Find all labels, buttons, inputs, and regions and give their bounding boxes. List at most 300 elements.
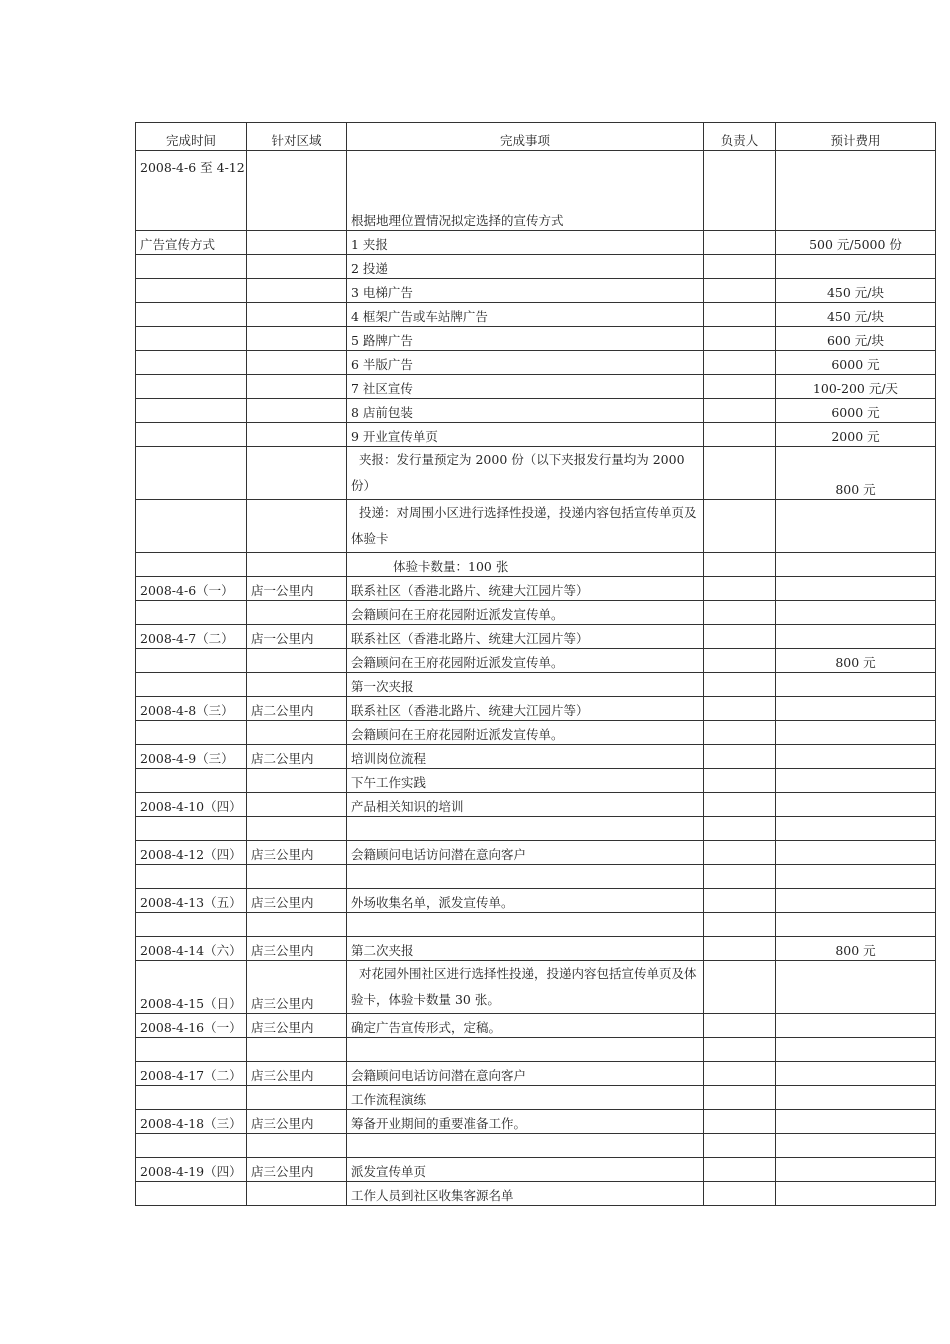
row-date-cell: [136, 721, 247, 745]
table-row: [136, 841, 936, 865]
row-cost-cell: [776, 351, 936, 375]
row-owner-cell: [704, 375, 776, 399]
table-row: [136, 913, 936, 937]
table-row: [136, 961, 936, 1014]
row-item-cell: [347, 865, 704, 889]
row-cost-cell: [776, 793, 936, 817]
row-date-cell: [136, 279, 247, 303]
row-owner-cell: [704, 151, 776, 231]
table-row: [136, 817, 936, 841]
row-owner-cell: [704, 769, 776, 793]
row-owner-cell: [704, 1014, 776, 1038]
row-date-cell: [136, 889, 247, 913]
table-row: [136, 865, 936, 889]
row-date-cell: [136, 1038, 247, 1062]
row-date-text: 广告宣传方式: [140, 237, 216, 252]
row-area-cell: [247, 423, 347, 447]
row-area-cell: [247, 279, 347, 303]
row-item-cell: [347, 255, 704, 279]
schedule-table: [135, 122, 936, 1206]
row-item-cell: [347, 913, 704, 937]
row-area-cell: [247, 625, 347, 649]
row-date-cell: [136, 793, 247, 817]
row-owner-cell: [704, 577, 776, 601]
table-row: [136, 1134, 936, 1158]
row-owner-cell: [704, 327, 776, 351]
row-item-cell: [347, 231, 704, 255]
row-item-text: 联系社区（香港北路片、统建大江园片等）: [351, 583, 589, 598]
row-area-cell: [247, 1134, 347, 1158]
table-row: [136, 500, 936, 553]
row-item-text: 6 半版广告: [351, 357, 413, 372]
row-cost-cell: [776, 375, 936, 399]
row-item-text: 投递：对周围小区进行选择性投递，投递内容包括宣传单页及体验卡: [351, 505, 697, 546]
row-date-cell: [136, 817, 247, 841]
table-row: [136, 1110, 936, 1134]
table-row: [136, 375, 936, 399]
row-item-cell: [347, 1062, 704, 1086]
row-cost-text: 800 元: [835, 943, 876, 958]
row-date-text: 2008-4-18（三）: [140, 1117, 242, 1131]
row-cost-cell: [776, 577, 936, 601]
row-item-text: 外场收集名单，派发宣传单。: [351, 895, 514, 910]
row-owner-cell: [704, 721, 776, 745]
row-date-text: [140, 1045, 242, 1061]
row-date-cell: [136, 1158, 247, 1182]
row-cost-text: 2000 元: [831, 429, 880, 444]
row-item-text: 培训岗位流程: [351, 751, 427, 766]
row-cost-cell: [776, 151, 936, 231]
row-cost-cell: [776, 961, 936, 1014]
row-area-cell: [247, 841, 347, 865]
row-cost-text: 450 元/块: [826, 309, 885, 324]
row-item-text: 会籍顾问在王府花园附近派发宣传单。: [351, 727, 564, 742]
row-area-text: 店二公里内: [251, 703, 314, 718]
row-owner-cell: [704, 841, 776, 865]
row-item-cell: [347, 1158, 704, 1182]
row-area-cell: [247, 231, 347, 255]
row-owner-cell: [704, 1062, 776, 1086]
row-cost-text: 800 元: [835, 655, 876, 670]
row-owner-cell: [704, 447, 776, 500]
row-item-cell: [347, 1086, 704, 1110]
row-date-cell: [136, 673, 247, 697]
table-row: [136, 327, 936, 351]
row-item-text: 9 开业宣传单页: [351, 429, 438, 444]
row-owner-cell: [704, 231, 776, 255]
header-row: [136, 123, 936, 151]
row-item-text: 筹备开业期间的重要准备工作。: [351, 1116, 527, 1131]
row-cost-cell: [776, 601, 936, 625]
row-date-cell: [136, 1134, 247, 1158]
row-cost-cell: [776, 1182, 936, 1206]
row-date-text: 2008-4-15（日）: [140, 997, 242, 1011]
row-area-cell: [247, 817, 347, 841]
row-item-text: 会籍顾问电话访问潜在意向客户: [351, 1068, 527, 1083]
row-owner-cell: [704, 553, 776, 577]
row-owner-cell: [704, 1038, 776, 1062]
row-area-text: 店三公里内: [251, 1020, 314, 1035]
row-cost-cell: [776, 769, 936, 793]
row-area-cell: [247, 1110, 347, 1134]
row-area-cell: [247, 601, 347, 625]
row-owner-cell: [704, 399, 776, 423]
row-date-cell: [136, 553, 247, 577]
table-row: [136, 937, 936, 961]
row-owner-cell: [704, 817, 776, 841]
table-row: [136, 1158, 936, 1182]
row-date-cell: [136, 447, 247, 500]
row-cost-text: 6000 元: [831, 405, 880, 420]
row-date-cell: [136, 961, 247, 1014]
row-owner-cell: [704, 961, 776, 1014]
row-item-cell: [347, 1182, 704, 1206]
row-date-cell: [136, 841, 247, 865]
row-area-cell: [247, 745, 347, 769]
row-owner-cell: [704, 793, 776, 817]
row-item-cell: [347, 399, 704, 423]
table-row: [136, 1062, 936, 1086]
row-cost-cell: [776, 500, 936, 553]
row-item-text: 工作流程演练: [351, 1092, 427, 1107]
table-row: [136, 279, 936, 303]
row-date-text: [140, 824, 242, 840]
row-date-text: 2008-4-10（四）: [140, 800, 242, 814]
row-item-cell: [347, 1014, 704, 1038]
row-item-cell: [347, 279, 704, 303]
row-item-cell: [347, 1038, 704, 1062]
table-row: [136, 577, 936, 601]
table-row: [136, 447, 936, 500]
row-cost-cell: [776, 841, 936, 865]
table-row: [136, 625, 936, 649]
row-owner-cell: [704, 1134, 776, 1158]
row-area-cell: [247, 553, 347, 577]
row-area-cell: [247, 303, 347, 327]
row-area-cell: [247, 1158, 347, 1182]
row-cost-cell: [776, 721, 936, 745]
header-item: 完成事项: [347, 123, 704, 151]
row-date-text: 2008-4-14（六）: [140, 944, 242, 958]
row-cost-cell: [776, 745, 936, 769]
table-row: [136, 1014, 936, 1038]
row-date-text: [140, 776, 242, 792]
row-item-cell: [347, 1134, 704, 1158]
row-date-text: 2008-4-19（四）: [140, 1165, 242, 1179]
row-date-cell: [136, 865, 247, 889]
row-item-text: 联系社区（香港北路片、统建大江园片等）: [351, 703, 589, 718]
row-item-cell: [347, 447, 704, 500]
row-owner-cell: [704, 673, 776, 697]
row-date-cell: [136, 1182, 247, 1206]
header-area: 针对区域: [247, 123, 347, 151]
row-item-text: 4 框架广告或车站牌广告: [351, 309, 488, 324]
row-item-text: 5 路牌广告: [351, 333, 413, 348]
row-item-cell: [347, 649, 704, 673]
row-area-cell: [247, 327, 347, 351]
row-date-cell: [136, 937, 247, 961]
row-date-text: [140, 1189, 242, 1205]
table-row: [136, 1038, 936, 1062]
row-item-cell: [347, 151, 704, 231]
row-date-text: [140, 872, 242, 888]
row-cost-text: 450 元/块: [826, 285, 885, 300]
row-item-text: 联系社区（香港北路片、统建大江园片等）: [351, 631, 589, 646]
row-date-text: 2008-4-13（五）: [140, 896, 242, 910]
row-date-text: 2008-4-6 至 4-12: [140, 160, 245, 175]
row-area-cell: [247, 697, 347, 721]
row-cost-cell: [776, 1038, 936, 1062]
row-item-text: 确定广告宣传形式，定稿。: [351, 1020, 502, 1035]
row-cost-cell: [776, 937, 936, 961]
table-row: [136, 769, 936, 793]
row-date-cell: [136, 375, 247, 399]
row-date-cell: [136, 913, 247, 937]
row-area-text: 店三公里内: [251, 847, 314, 862]
row-cost-cell: [776, 447, 936, 500]
row-area-cell: [247, 913, 347, 937]
table-row: [136, 553, 936, 577]
row-cost-cell: [776, 255, 936, 279]
row-date-cell: [136, 151, 247, 231]
row-item-cell: [347, 1110, 704, 1134]
row-item-cell: [347, 375, 704, 399]
row-owner-cell: [704, 649, 776, 673]
row-item-text: 会籍顾问在王府花园附近派发宣传单。: [351, 655, 564, 670]
row-item-cell: [347, 500, 704, 553]
row-date-text: 2008-4-8（三）: [140, 704, 234, 718]
table-row: [136, 601, 936, 625]
row-item-cell: [347, 841, 704, 865]
row-date-cell: [136, 500, 247, 553]
row-item-cell: [347, 937, 704, 961]
table-row: [136, 303, 936, 327]
row-cost-cell: [776, 279, 936, 303]
row-date-cell: [136, 625, 247, 649]
row-date-cell: [136, 399, 247, 423]
row-area-cell: [247, 649, 347, 673]
row-item-text: 产品相关知识的培训: [351, 799, 464, 814]
row-item-cell: [347, 745, 704, 769]
row-area-cell: [247, 1086, 347, 1110]
row-date-cell: [136, 1062, 247, 1086]
row-owner-cell: [704, 745, 776, 769]
row-item-text: 第一次夹报: [351, 679, 414, 694]
row-area-cell: [247, 889, 347, 913]
row-area-text: 店二公里内: [251, 751, 314, 766]
row-area-cell: [247, 151, 347, 231]
row-owner-cell: [704, 351, 776, 375]
row-area-text: 店三公里内: [251, 1116, 314, 1131]
row-item-cell: [347, 423, 704, 447]
row-item-text: 下午工作实践: [351, 775, 427, 790]
row-cost-cell: [776, 231, 936, 255]
row-cost-cell: [776, 697, 936, 721]
row-date-cell: [136, 1110, 247, 1134]
row-area-cell: [247, 577, 347, 601]
row-item-text: 会籍顾问在王府花园附近派发宣传单。: [351, 607, 564, 622]
row-date-text: 2008-4-17（二）: [140, 1069, 242, 1083]
table-row: [136, 151, 936, 231]
row-date-text: [140, 656, 242, 672]
row-item-text: 工作人员到社区收集客源名单: [351, 1188, 514, 1203]
row-item-cell: [347, 673, 704, 697]
row-owner-cell: [704, 1086, 776, 1110]
row-cost-cell: [776, 1110, 936, 1134]
row-area-text: 店三公里内: [251, 895, 314, 910]
table-row: [136, 697, 936, 721]
row-item-cell: [347, 303, 704, 327]
row-item-text: 派发宣传单页: [351, 1164, 427, 1179]
row-area-cell: [247, 351, 347, 375]
row-date-text: 2008-4-6（一）: [140, 584, 234, 598]
row-date-text: [140, 1141, 242, 1157]
row-owner-cell: [704, 865, 776, 889]
row-cost-cell: [776, 1158, 936, 1182]
row-item-text: 夹报：发行量预定为 2000 份（以下夹报发行量均为 2000 份）: [351, 452, 685, 493]
row-date-text: [140, 608, 242, 624]
table-row: [136, 793, 936, 817]
row-owner-cell: [704, 279, 776, 303]
row-cost-cell: [776, 817, 936, 841]
header-date: 完成时间: [136, 123, 247, 151]
row-area-text: 店一公里内: [251, 583, 314, 598]
row-owner-cell: [704, 423, 776, 447]
row-date-cell: [136, 303, 247, 327]
row-date-cell: [136, 255, 247, 279]
row-date-cell: [136, 327, 247, 351]
row-item-cell: [347, 327, 704, 351]
row-area-cell: [247, 1014, 347, 1038]
row-date-cell: [136, 697, 247, 721]
row-item-cell: [347, 769, 704, 793]
row-owner-cell: [704, 625, 776, 649]
row-area-text: 店一公里内: [251, 631, 314, 646]
row-date-cell: [136, 649, 247, 673]
row-date-text: 2008-4-16（一）: [140, 1021, 242, 1035]
row-area-cell: [247, 721, 347, 745]
table-row: [136, 721, 936, 745]
row-item-cell: [347, 817, 704, 841]
row-area-cell: [247, 865, 347, 889]
row-area-text: 店三公里内: [251, 1068, 314, 1083]
table-row: [136, 231, 936, 255]
row-cost-text: 600 元/块: [826, 333, 885, 348]
row-cost-text: 6000 元: [831, 357, 880, 372]
row-owner-cell: [704, 500, 776, 553]
row-date-cell: [136, 1086, 247, 1110]
row-cost-cell: [776, 673, 936, 697]
row-cost-cell: [776, 1134, 936, 1158]
row-item-text: 会籍顾问电话访问潜在意向客户: [351, 847, 527, 862]
row-owner-cell: [704, 913, 776, 937]
row-area-cell: [247, 399, 347, 423]
row-area-text: 店三公里内: [251, 996, 314, 1011]
row-area-cell: [247, 961, 347, 1014]
row-cost-cell: [776, 327, 936, 351]
row-cost-cell: [776, 913, 936, 937]
table-row: [136, 399, 936, 423]
row-date-cell: [136, 769, 247, 793]
row-item-text: 第二次夹报: [351, 943, 414, 958]
row-area-cell: [247, 1038, 347, 1062]
table-row: [136, 649, 936, 673]
row-cost-cell: [776, 553, 936, 577]
row-owner-cell: [704, 1110, 776, 1134]
row-owner-cell: [704, 255, 776, 279]
row-area-cell: [247, 1062, 347, 1086]
row-item-cell: [347, 553, 704, 577]
table-row: [136, 351, 936, 375]
row-item-cell: [347, 889, 704, 913]
row-cost-text: 500 元/5000 份: [809, 237, 902, 252]
row-cost-cell: [776, 865, 936, 889]
row-date-text: [140, 920, 242, 936]
row-date-cell: [136, 745, 247, 769]
table-row: [136, 1086, 936, 1110]
row-cost-text: 100-200 元/天: [812, 381, 899, 396]
row-date-text: [140, 1093, 242, 1109]
row-cost-cell: [776, 1062, 936, 1086]
row-date-text: 2008-4-12（四）: [140, 848, 242, 862]
row-area-text: 店三公里内: [251, 1164, 314, 1179]
row-date-cell: [136, 577, 247, 601]
row-cost-cell: [776, 649, 936, 673]
row-item-cell: [347, 697, 704, 721]
row-owner-cell: [704, 1158, 776, 1182]
row-owner-cell: [704, 1182, 776, 1206]
row-date-text: [140, 680, 242, 696]
row-area-cell: [247, 255, 347, 279]
row-area-cell: [247, 375, 347, 399]
row-date-cell: [136, 601, 247, 625]
row-area-cell: [247, 673, 347, 697]
table-row: [136, 423, 936, 447]
row-area-text: 店三公里内: [251, 943, 314, 958]
row-cost-cell: [776, 889, 936, 913]
row-cost-cell: [776, 1014, 936, 1038]
table-row: [136, 673, 936, 697]
row-item-text: 根据地理位置情况拟定选择的宣传方式: [351, 213, 564, 228]
row-item-cell: [347, 351, 704, 375]
row-item-text: 对花园外围社区进行选择性投递，投递内容包括宣传单页及体验卡，体验卡数量 30 张。: [351, 966, 697, 1007]
row-owner-cell: [704, 697, 776, 721]
row-area-cell: [247, 1182, 347, 1206]
row-item-cell: [347, 793, 704, 817]
row-item-cell: [347, 721, 704, 745]
row-owner-cell: [704, 889, 776, 913]
row-item-cell: [347, 577, 704, 601]
table-row: [136, 1182, 936, 1206]
row-owner-cell: [704, 601, 776, 625]
row-date-text: 2008-4-9（三）: [140, 752, 234, 766]
row-item-text: 3 电梯广告: [351, 285, 413, 300]
row-item-cell: [347, 961, 704, 1014]
row-item-text: 7 社区宣传: [351, 381, 413, 396]
header-owner: 负责人: [704, 123, 776, 151]
row-cost-cell: [776, 1086, 936, 1110]
row-date-text: 2008-4-7（二）: [140, 632, 234, 646]
row-cost-cell: [776, 423, 936, 447]
row-cost-cell: [776, 303, 936, 327]
row-owner-cell: [704, 303, 776, 327]
row-item-cell: [347, 601, 704, 625]
row-date-text: [140, 728, 242, 744]
header-cost: 预计费用: [776, 123, 936, 151]
row-area-cell: [247, 793, 347, 817]
row-date-cell: [136, 231, 247, 255]
row-item-cell: [347, 625, 704, 649]
